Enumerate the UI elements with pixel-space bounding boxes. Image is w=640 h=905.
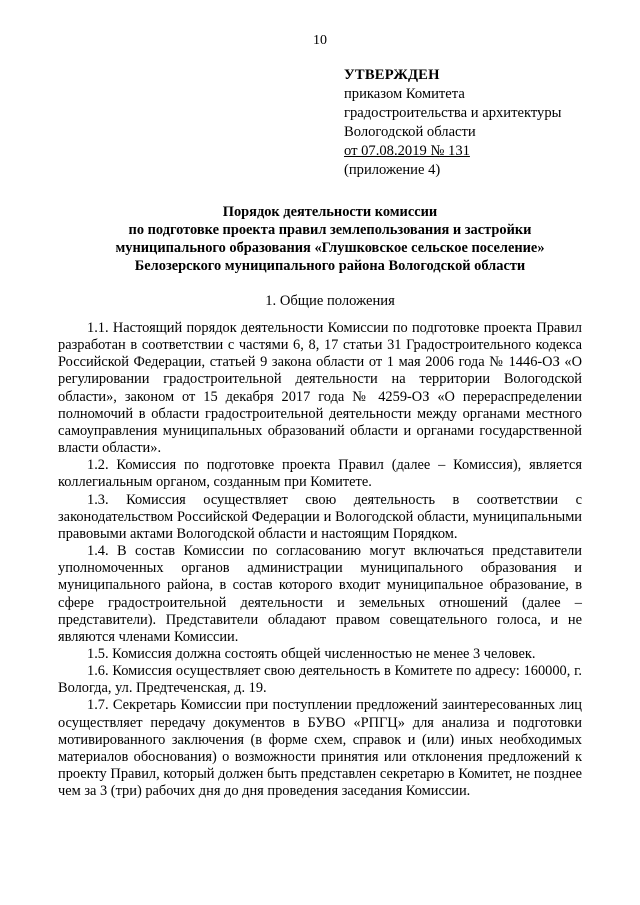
- approval-line: приказом Комитета: [344, 86, 465, 102]
- title-line: Белозерского муниципального района Вологодской области: [134, 258, 526, 274]
- approval-block: [344, 66, 561, 180]
- approval-order-date: от 07.08.2019 № 131: [344, 143, 470, 159]
- paragraph-1-7: 1.7. Секретарь Комиссии при поступлении предложений заинтересованных лиц осуществляет передачу документов в БУВО «РПГЦ» для анализа и подготовки мотивированного заключения (в форме схем, справок и (или) иных необходимых материалов обоснования) о возможности принятия или отклонения предложений к проекту Правил, который должен быть представлен секретарю в Комитет, не позднее чем за 3 (три) рабочих дня до дня проведения заседания Комиссии.: [58, 697, 582, 800]
- approval-appendix: (приложение 4): [344, 162, 441, 178]
- document-title: [40, 203, 620, 275]
- paragraph-1-6: 1.6. Комиссия осуществляет свою деятельность в Комитете по адресу: 160000, г. Вологда, ул. Предтеченская, д. 19.: [58, 663, 582, 697]
- approval-line: Вологодской области: [344, 124, 476, 140]
- section-body: [58, 320, 582, 800]
- paragraph-1-3: 1.3. Комиссия осуществляет свою деятельность в соответствии с законодательством Российской Федерации и Вологодской области, муниципальными правовыми актами Вологодской области и настоящим Порядком.: [58, 491, 582, 542]
- title-line: Порядок деятельности комиссии: [222, 204, 438, 220]
- title-line: муниципального образования «Глушковское сельское поселение»: [115, 240, 545, 256]
- approval-line: градостроительства и архитектуры: [344, 105, 562, 121]
- approval-heading: УТВЕРЖДЕН: [344, 67, 440, 83]
- section-heading: 1. Общие положения: [265, 293, 395, 309]
- paragraph-1-4: 1.4. В состав Комиссии по согласованию могут включаться представители уполномоченных органов администрации муниципального образования и муниципального района, в состав которого входит муниципальное образование, в сфере градостроительной деятельности и земельных отношений (далее – представители). Представители обладают правом совещательного голоса, и не являются членами Комиссии.: [58, 543, 582, 645]
- paragraph-1-2: 1.2. Комиссия по подготовке проекта Правил (далее – Комиссия), является коллегиальным органом, созданным при Комитете.: [58, 457, 582, 491]
- paragraph-1-1: 1.1. Настоящий порядок деятельности Комиссии по подготовке проекта Правил разработан в соответствии с частями 6, 8, 17 статьи 31 Градостроительного кодекса Российской Федерации, статьей 9 закона области от 1 мая 2006 года № 1446-ОЗ «О регулировании градостроительной деятельности на территории Вологодской области», законом от 15 декабря 2017 года № 4259-ОЗ «О перераспределении полномочий в области градостроительной деятельности между органами местного самоуправления муниципальных образований области и органами государственной власти области».: [58, 320, 582, 457]
- page-number: 10: [313, 33, 327, 48]
- title-line: по подготовке проекта правил землепользования и застройки: [128, 222, 532, 238]
- paragraph-1-5: 1.5. Комиссия должна состоять общей численностью не менее 3 человек.: [87, 645, 536, 662]
